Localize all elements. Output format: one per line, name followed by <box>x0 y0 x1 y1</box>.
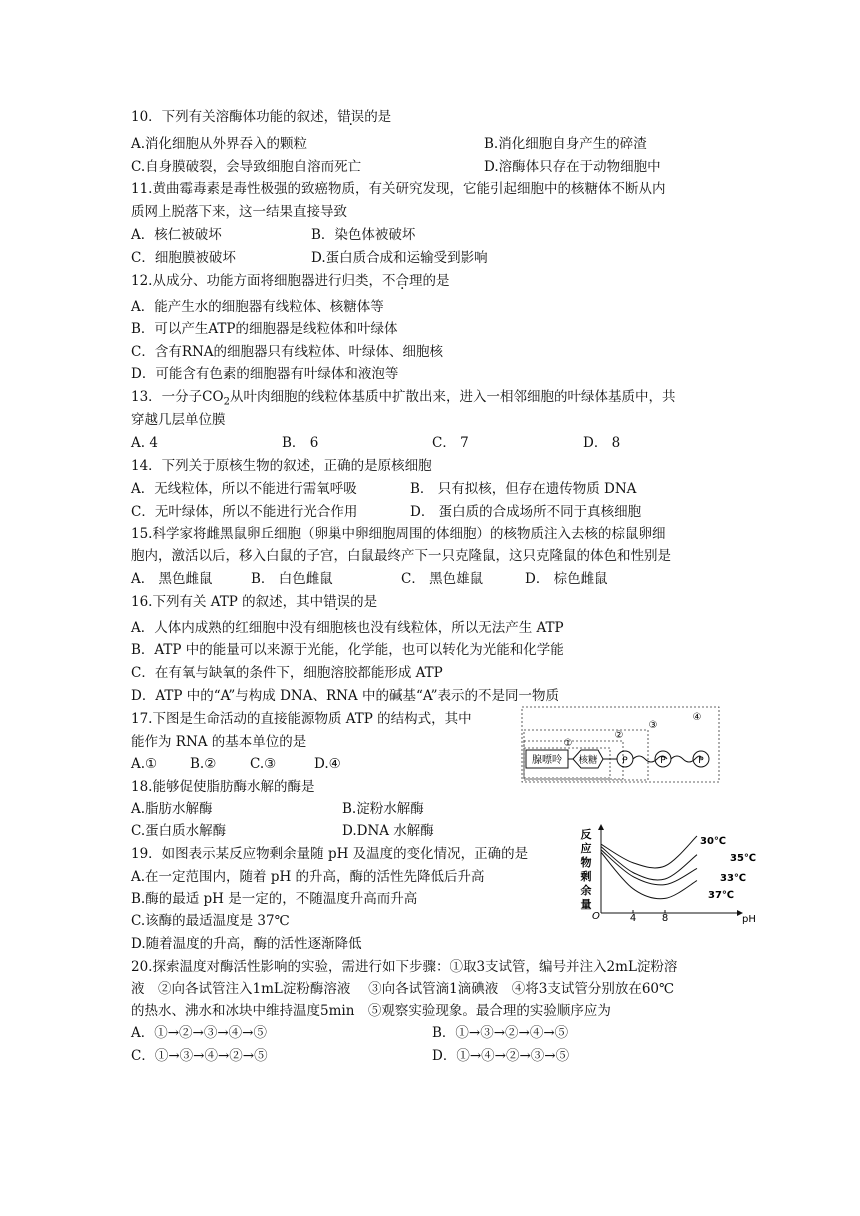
q11-option-b: B．染色体被破坏 <box>311 227 416 243</box>
q15-option-a: A． 黑色雌鼠 <box>131 571 213 587</box>
q13-option-d: D． 8 <box>583 435 621 451</box>
q14-option-c: C．无叶绿体，所以不能进行光合作用 <box>131 504 358 520</box>
svg-text:反: 反 <box>580 828 592 841</box>
q17-option-a: A.① <box>131 756 158 772</box>
q19-option-b: B.酶的最适 pH 是一定的，不随温度升高而升高 <box>131 891 418 907</box>
q15-stem-line1: 15.科学家将雌黑鼠卵丘细胞（卵巢中卵细胞周围的体细胞）的核物质注入去核的棕鼠卵细 <box>131 526 666 542</box>
q14-option-d: D． 蛋白质的合成场所不同于真核细胞 <box>410 504 642 520</box>
x-axis-label: pH <box>742 914 756 924</box>
q19-option-a: A.在一定范围内，随着 pH 的升高，酶的活性先降低后升高 <box>131 869 485 885</box>
svg-text:余: 余 <box>580 884 592 897</box>
emphasis-text: 错误 <box>323 594 351 610</box>
atp-structure-diagram <box>521 706 721 784</box>
q11-stem-line1: 11.黄曲霉毒素是毒性极强的致癌物质，有关研究发现，它能引起细胞中的核糖体不断从内 <box>131 181 666 197</box>
series-label-33: 33℃ <box>720 873 747 884</box>
q12-option-c: C．含有RNA的细胞器只有线粒体、叶绿体、细胞核 <box>131 344 444 360</box>
q12-option-b: B．可以产生ATP的细胞器是线粒体和叶绿体 <box>131 321 398 337</box>
q14-option-b: B． 只有拟核，但存在遗传物质 DNA <box>410 481 637 497</box>
x-tick-4: 4 <box>629 913 637 924</box>
svg-text:剩: 剩 <box>580 870 592 883</box>
svg-text:P: P <box>698 756 704 766</box>
q20-stem-line2: 液 ②向各试管注入1mL淀粉酶溶液 ③向各试管滴1滴碘液 ④将3支试管分别放在60℃ <box>131 981 675 997</box>
q18-option-a: A.脂肪水解酶 <box>131 801 213 817</box>
q17-option-c: C.③ <box>250 756 277 772</box>
svg-text:P: P <box>660 756 666 766</box>
q15-option-c: C． 黑色雄鼠 <box>401 571 484 587</box>
q10-option-a: A.消化细胞从外界吞入的颗粒 <box>131 136 308 152</box>
q20-option-a: A．①→②→③→④→⑤ <box>131 1025 267 1041</box>
svg-text:应: 应 <box>580 842 592 855</box>
q11-option-d: D.蛋白质合成和运输受到影响 <box>311 250 488 266</box>
q18-option-b: B.淀粉水解酶 <box>342 801 424 817</box>
y-axis-arrow <box>598 824 604 830</box>
q17-stem-line1: 17.下图是生命活动的直接能源物质 ATP 的结构式，其中 <box>131 711 472 727</box>
box-4 <box>522 707 719 782</box>
label-4: ④ <box>692 712 702 723</box>
series-label-37: 37℃ <box>708 890 735 901</box>
emphasis-text: 错误 <box>337 109 365 125</box>
q14-option-a: A．无线粒体，所以不能进行需氧呼吸 <box>131 481 357 497</box>
svg-text:物: 物 <box>580 856 592 869</box>
svg-text:量: 量 <box>580 898 592 911</box>
q17-stem-line2: 能作为 RNA 的基本单位的是 <box>131 734 307 750</box>
q10-stem: 10．下列有关溶酶体功能的叙述，错误的是 <box>131 109 392 125</box>
q14-stem: 14．下列关于原核生物的叙述，正确的是原核细胞 <box>131 458 432 474</box>
q20-option-b: B．①→③→②→④→⑤ <box>432 1025 569 1041</box>
series-label-35: 35℃ <box>730 853 757 864</box>
q16-option-b: B．ATP 中的能量可以来源于光能，化学能，也可以转化为光能和化学能 <box>131 642 564 658</box>
q15-option-d: D． 棕色雌鼠 <box>525 571 608 587</box>
q10-option-b: B.消化细胞自身产生的碎渣 <box>484 136 647 152</box>
q11-option-c: C．细胞膜被破坏 <box>131 250 236 266</box>
q20-stem-line3: 的热水、沸水和冰块中维持温度5min ⑤观察实验现象。最合理的实验顺序应为 <box>131 1003 611 1019</box>
x-tick-8: 8 <box>661 913 669 924</box>
ribose-label: 核糖 <box>578 755 598 766</box>
q19-option-c: C.该酶的最适温度是 37℃ <box>131 913 290 929</box>
label-2: ② <box>614 730 624 741</box>
q18-option-c: C.蛋白质水解酶 <box>131 823 227 839</box>
high-energy-bond-2 <box>671 756 701 762</box>
q17-option-b: B.② <box>190 756 217 772</box>
q15-stem-line2: 胞内，激活以后，移入白鼠的子宫，白鼠最终产下一只克隆鼠，这只克隆鼠的体色和性别是 <box>131 548 671 564</box>
q13-stem-line2: 穿越几层单位膜 <box>131 412 226 428</box>
q16-option-d: D．ATP 中的“A”与构成 DNA、RNA 中的碱基“A”表示的不是同一物质 <box>131 688 560 704</box>
q16-option-c: C．在有氧与缺氧的条件下，细胞溶胶都能形成 ATP <box>131 665 443 681</box>
q17-option-d: D.④ <box>314 756 341 772</box>
q20-stem-line1: 20.探索温度对酶活性影响的实验，需进行如下步骤：①取3支试管，编号并注入2mL淀粉溶 <box>131 959 678 975</box>
q16-stem: 16.下列有关 ATP 的叙述，其中错误的是 <box>131 594 378 610</box>
q19-option-d: D.随着温度的升高，酶的活性逐渐降低 <box>131 936 362 952</box>
svg-text:P: P <box>622 756 628 766</box>
q18-option-d: D.DNA 水解酶 <box>342 823 434 839</box>
q12-option-a: A．能产生水的细胞器有线粒体、核糖体等 <box>131 299 384 315</box>
q11-option-a: A．核仁被破坏 <box>131 227 222 243</box>
q20-option-c: C．①→③→④→②→⑤ <box>131 1048 268 1064</box>
q15-option-b: B． 白色雌鼠 <box>251 571 333 587</box>
label-3: ③ <box>648 720 658 731</box>
enzyme-residual-chart <box>580 824 760 924</box>
q16-option-a: A．人体内成熟的红细胞中没有细胞核也没有线粒体，所以无法产生 ATP <box>131 620 564 636</box>
q12-option-d: D．可能含有色素的细胞器有叶绿体和液泡等 <box>131 366 399 382</box>
label-1: ① <box>563 738 573 749</box>
q11-stem-line2: 质网上脱落下来，这一结果直接导致 <box>131 204 347 220</box>
q19-stem: 19．如图表示某反应物剩余量随 pH 及温度的变化情况，正确的是 <box>131 846 529 862</box>
q12-stem: 12.从成分、功能方面将细胞器进行归类，不合理的是 <box>131 273 450 289</box>
q13-option-a: A. 4 <box>131 435 158 451</box>
q10-option-d: D.溶酶体只存在于动物细胞中 <box>484 159 661 175</box>
series-label-30: 30℃ <box>700 836 727 847</box>
y-axis-label <box>581 827 592 911</box>
q13-option-c: C． 7 <box>432 435 469 451</box>
adenine-label: 腺嘌呤 <box>532 755 562 766</box>
emphasis-text: 不合理 <box>381 273 423 289</box>
origin-label: O <box>592 911 600 922</box>
q13-option-b: B． 6 <box>282 435 319 451</box>
q18-stem: 18.能够促使脂肪酶水解的酶是 <box>131 779 315 795</box>
q20-option-d: D．①→④→②→③→⑤ <box>432 1048 570 1064</box>
q10-option-c: C.自身膜破裂，会导致细胞自溶而死亡 <box>131 159 362 175</box>
q13-stem-line1: 13．一分子$CO_2$从叶肉细胞的线粒体基质中扩散出来，进入一相邻细胞的叶绿体基质中，共 <box>131 389 676 408</box>
